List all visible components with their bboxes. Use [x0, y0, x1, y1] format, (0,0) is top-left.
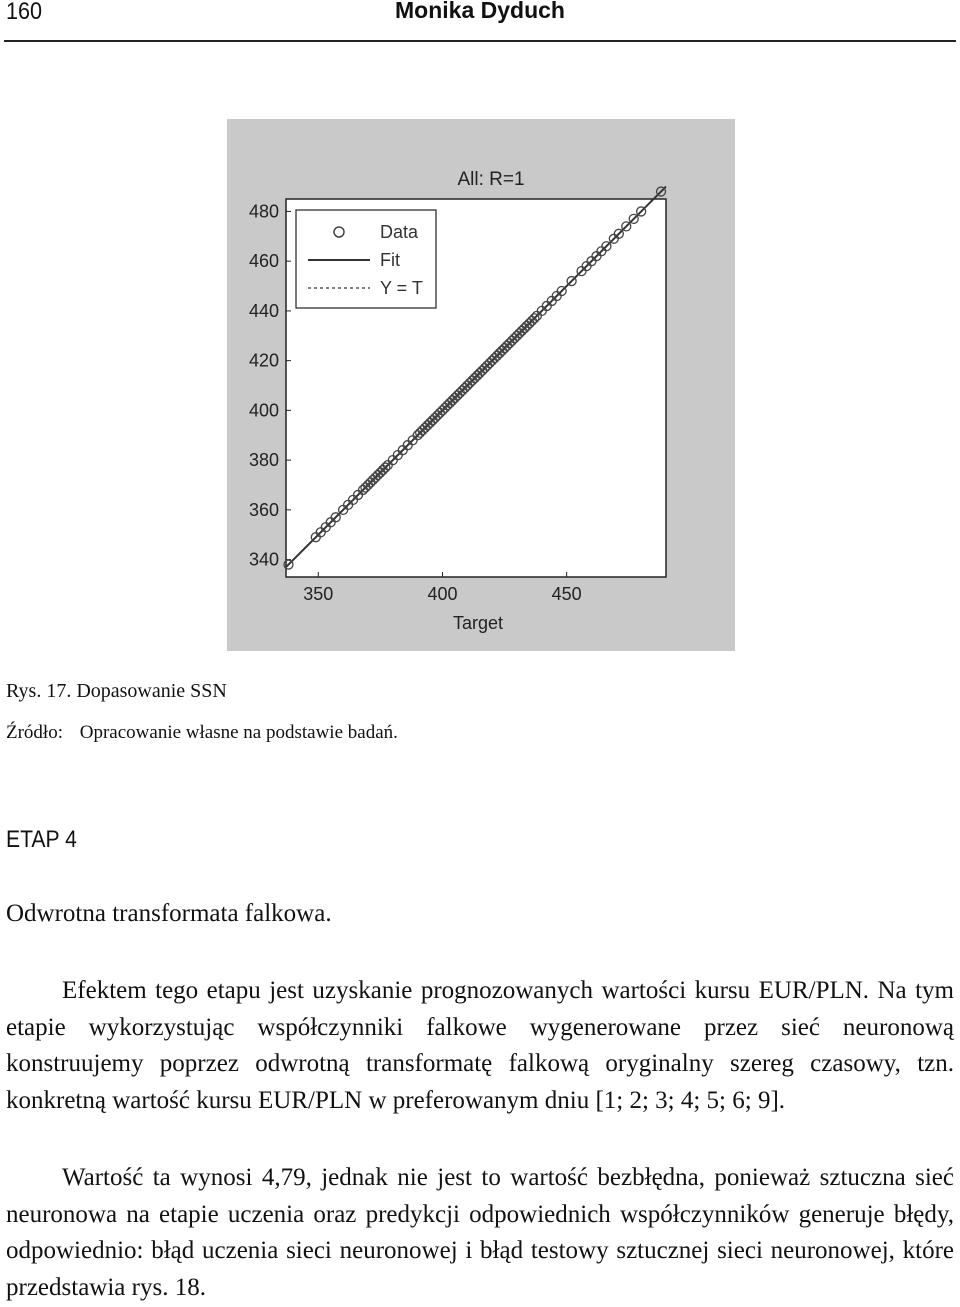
- figure-source: [6, 722, 398, 744]
- paragraph-1: Efektem tego etapu jest uzyskanie prognozowanych wartości kursu EUR/PLN. Na tym etapie wykorzystując współczynniki falkowe wygenerowane przez sieć neuronową konstruujemy poprzez odwrotną transformatę falkową oryginalny szereg czasowy, tzn. konkretną wartość kursu EUR/PLN w preferowanym dniu [1; 2; 3; 4; 5; 6; 9].: [6, 977, 954, 1114]
- page-header: [0, 0, 960, 42]
- paragraph-2: Wartość ta wynosi 4,79, jednak nie jest to wartość bezbłędna, ponieważ sztuczna sieć neuronowa na etapie uczenia oraz predykcji odpowiednich współczynników generuje błędy, odpowiednio: błąd uczenia sieci neuronowej i błąd testowy sztucznej sieci neuronowej, które przedstawia rys. 18.: [6, 1164, 954, 1301]
- source-text: Opracowanie własne na podstawie badań.: [79, 722, 398, 743]
- regression-figure: [227, 119, 735, 651]
- y-tick-label: 360: [248, 499, 279, 520]
- y-tick-label: 340: [248, 549, 279, 570]
- y-tick-label: 480: [248, 201, 279, 222]
- section-heading: ETAP 4: [6, 826, 77, 853]
- legend-entry: Fit: [380, 250, 400, 270]
- y-tick-label: 400: [248, 400, 279, 421]
- figure-caption: Rys. 17. Dopasowanie SSN: [6, 680, 227, 702]
- y-tick-label: 460: [248, 251, 279, 272]
- page-number: 160: [6, 0, 43, 25]
- x-tick-label: 400: [427, 584, 458, 604]
- section-lead: Odwrotna transformata falkowa.: [6, 900, 332, 927]
- header-rule: [4, 40, 956, 42]
- x-tick-label: 450: [551, 584, 582, 604]
- chart-title: All: R=1: [457, 169, 525, 190]
- legend-entry: Y = T: [380, 278, 423, 298]
- x-tick-label: 350: [303, 584, 334, 604]
- regression-chart: [227, 119, 735, 651]
- legend-entry: Data: [380, 222, 419, 242]
- y-tick-label: 440: [248, 300, 279, 321]
- y-tick-label: 420: [248, 350, 279, 371]
- running-head-author: Monika Dyduch: [395, 0, 565, 23]
- x-axis-label: Target: [452, 613, 504, 633]
- y-tick-label: 380: [248, 450, 279, 471]
- source-label: Źródło:: [6, 722, 63, 743]
